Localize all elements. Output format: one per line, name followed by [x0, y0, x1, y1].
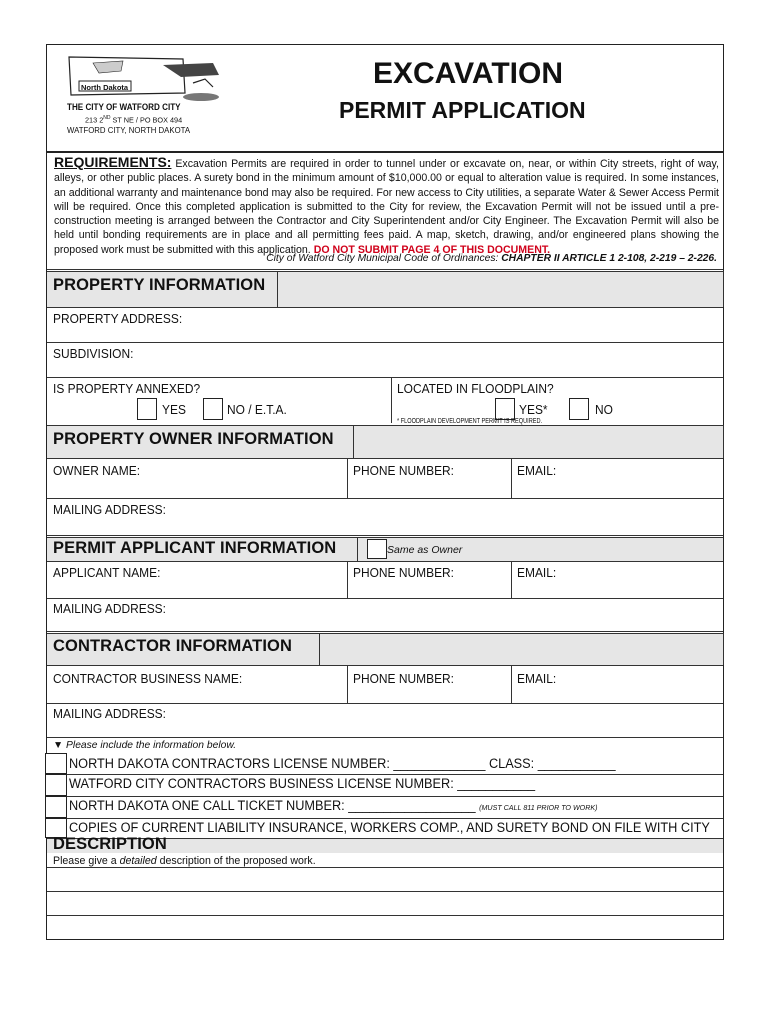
floodplain-yes-label: YES* [519, 402, 548, 417]
city-logo [63, 53, 223, 105]
floodplain-yes-checkbox[interactable] [495, 398, 515, 420]
owner-phone-label: PHONE NUMBER: [353, 463, 455, 478]
same-as-owner-label: Same as Owner [387, 544, 463, 556]
description-section-title: DESCRIPTION [53, 835, 167, 853]
city-address: 213 2ND ST NE / PO BOX 494 [85, 115, 183, 125]
contractor-mailing-label: MAILING ADDRESS: [53, 706, 166, 721]
applicant-name-label: APPLICANT NAME: [53, 565, 161, 580]
owner-name-label: OWNER NAME: [53, 463, 141, 478]
applicant-section-title: PERMIT APPLICANT INFORMATION [53, 539, 337, 557]
ordinance-reference: City of Watford City Municipal Code of Ordinances: CHAPTER II ARTICLE 1 2-108, 2-219 – 2-226. [266, 253, 717, 264]
description-field[interactable] [47, 867, 723, 941]
insurance-line: COPIES OF CURRENT LIABILITY INSURANCE, WORKERS COMP., AND SURETY BOND ON FILE WITH CITY [69, 820, 710, 835]
owner-email-label: EMAIL: [517, 463, 557, 478]
floodplain-label: LOCATED IN FLOODPLAIN? [397, 381, 554, 396]
property-address-label: PROPERTY ADDRESS: [53, 311, 183, 326]
city-state: WATFORD CITY, NORTH DAKOTA [67, 126, 191, 135]
contractor-name-label: CONTRACTOR BUSINESS NAME: [53, 671, 243, 686]
floodplain-note: * FLOODPLAIN DEVELOPMENT PERMIT IS REQUIRED. [397, 418, 543, 425]
property-address-field[interactable] [47, 307, 723, 342]
annexed-label: IS PROPERTY ANNEXED? [53, 381, 201, 396]
floodplain-no-checkbox[interactable] [569, 398, 589, 420]
contractor-section-title: CONTRACTOR INFORMATION [53, 637, 292, 655]
title-excavation: EXCAVATION [373, 57, 564, 90]
applicant-phone-label: PHONE NUMBER: [353, 565, 455, 580]
one-call-checkbox[interactable] [45, 796, 67, 818]
wc-license-checkbox[interactable] [45, 774, 67, 796]
annexed-no-checkbox[interactable] [203, 398, 223, 420]
same-as-owner-checkbox[interactable] [367, 539, 387, 559]
contractor-phone-label: PHONE NUMBER: [353, 671, 455, 686]
contractor-email-label: EMAIL: [517, 671, 557, 686]
property-section-title: PROPERTY INFORMATION [53, 276, 266, 294]
description-prompt: Please give a detailed description of the proposed work. [53, 855, 316, 867]
subdivision-label: SUBDIVISION: [53, 346, 134, 361]
title-permit-application: PERMIT APPLICATION [339, 97, 586, 123]
applicant-email-label: EMAIL: [517, 565, 557, 580]
nd-license-checkbox[interactable] [45, 753, 67, 774]
requirements-text: Excavation Permits are required in order to tunnel under or excavate on, near, or within City streets, right of way, alleys, or other public places. A surety bond in the minimum amount of $10,000.00 or equal to alteration value is required. In some instances, an additional warranty and maintenance bond may also be required. For new access to City utilities, a separate Water & Sewer Access Permit will be required. Once this completed application is submitted to the City for review, the Excavation Permit will not be issued until a pre-construction meeting is arranged between the Contractor and City Superintendent and/or City Engineer. The Excavation Permit will also be held until bonding requirements are in place and all permitting fees paid. A map, sketch, drawing, and/or engineered plans showing the proposed work must be submitted with this application. [54, 158, 719, 256]
nd-license-line: NORTH DAKOTA CONTRACTORS LICENSE NUMBER: _____________ CLASS: ___________ [69, 756, 616, 771]
state-label: North Dakota [81, 83, 129, 92]
one-call-line: NORTH DAKOTA ONE CALL TICKET NUMBER: __________________ (MUST CALL 811 PRIOR TO WORK) [69, 798, 598, 813]
annexed-yes-label: YES [162, 402, 186, 417]
page-4-warning: DO NOT SUBMIT PAGE 4 OF THIS DOCUMENT. [313, 243, 551, 256]
annexed-yes-checkbox[interactable] [137, 398, 157, 420]
north-dakota-map-icon [63, 53, 223, 105]
requirements-paragraph [54, 155, 719, 257]
subdivision-field[interactable] [47, 342, 723, 377]
permit-form [46, 44, 724, 940]
include-info-note: ▼ Please include the information below. [53, 740, 237, 751]
owner-section-title: PROPERTY OWNER INFORMATION [53, 430, 334, 448]
annexed-no-label: NO / E.T.A. [227, 402, 287, 417]
owner-mailing-label: MAILING ADDRESS: [53, 502, 166, 517]
city-name: THE CITY OF WATFORD CITY [67, 102, 181, 112]
floodplain-no-label: NO [595, 402, 613, 417]
requirements-heading: REQUIREMENTS: [54, 154, 172, 170]
wc-license-line: WATFORD CITY CONTRACTORS BUSINESS LICENSE NUMBER: ___________ [69, 776, 536, 791]
applicant-mailing-label: MAILING ADDRESS: [53, 601, 166, 616]
